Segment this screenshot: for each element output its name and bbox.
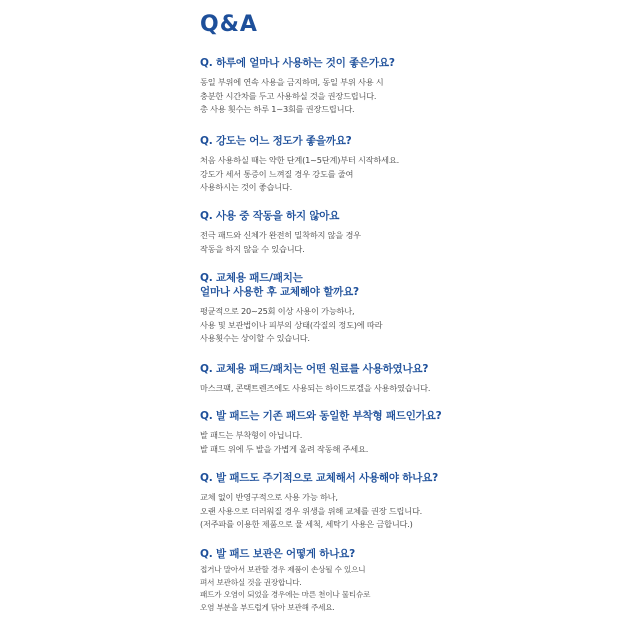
faq-answer-line: 오랜 사용으로 더러워질 경우 위생을 위해 교체를 권장 드립니다. [200, 505, 423, 516]
faq-question-line: 얼마나 사용한 후 교체해야 할까요? [200, 286, 359, 298]
faq-answer-line: 사용 및 보관법이나 피부의 상태(각질의 정도)에 따라 [200, 319, 383, 330]
faq-answer-line: 펴서 보관하실 것을 권장합니다. [200, 577, 302, 587]
faq-question-line: Q. 발 패드 보관은 어떻게 하나요? [200, 548, 355, 560]
faq-question [200, 209, 460, 223]
faq-answer-line: 작동을 하지 않을 수 있습니다. [200, 243, 305, 254]
faq-answer [200, 491, 460, 532]
faq-item [200, 271, 460, 346]
faq-question [200, 547, 460, 561]
faq-answer-line: 총 사용 횟수는 하루 1~3회를 권장드립니다. [200, 104, 355, 114]
faq-answer-line: 충분한 시간차를 두고 사용하실 것을 권장드립니다. [200, 90, 377, 101]
faq-answer-line: 강도가 세서 통증이 느껴질 경우 강도를 줄여 [200, 168, 354, 179]
faq-question [200, 471, 460, 485]
faq-answer-line: 처음 사용하실 때는 약한 단계(1~5단계)부터 시작하세요. [200, 155, 399, 165]
faq-answer-line: 접거나 말아서 보관할 경우 제품이 손상될 수 있으니 [200, 565, 366, 574]
faq-item [200, 56, 460, 117]
faq-question-line: Q. 하루에 얼마나 사용하는 것이 좋은가요? [200, 57, 395, 69]
faq-question [200, 362, 460, 376]
faq-item [200, 209, 460, 256]
faq-item [200, 134, 460, 195]
faq-item [200, 409, 460, 456]
faq-answer [200, 305, 460, 346]
page-title: Q&A [200, 12, 258, 37]
faq-answer-line: 오염 부분을 부드럽게 닦아 보관해 주세요. [200, 602, 335, 612]
faq-answer-line: 패드가 오염이 되었을 경우에는 마른 천이나 물티슈로 [200, 590, 371, 599]
faq-item [200, 362, 460, 396]
faq-item [200, 471, 460, 532]
faq-question [200, 56, 460, 70]
faq-answer-line: 사용하시는 것이 좋습니다. [200, 182, 293, 192]
faq-answer-line: 전극 패드와 신체가 완전히 밀착하지 않을 경우 [200, 230, 361, 240]
faq-question-line: Q. 발 패드도 주기적으로 교체해서 사용해야 하나요? [200, 472, 438, 484]
faq-answer [200, 229, 460, 256]
faq-question-line: Q. 교체용 패드/패치는 어떤 원료를 사용하였나요? [200, 363, 429, 375]
faq-answer-line: 발 패드 위에 두 발을 가볍게 올려 작동해 주세요. [200, 443, 369, 454]
faq-item [200, 547, 460, 614]
faq-answer [200, 76, 460, 117]
faq-question-line: Q. 강도는 어느 정도가 좋을까요? [200, 135, 352, 147]
faq-answer-line: 발 패드는 부착형이 아닙니다. [200, 430, 303, 440]
faq-question [200, 134, 460, 148]
faq-answer [200, 382, 460, 396]
faq-answer-line: 평균적으로 20~25회 이상 사용이 가능하나, [200, 306, 355, 316]
faq-answer [200, 154, 460, 195]
faq-answer [200, 429, 460, 456]
faq-question-line: Q. 발 패드는 기존 패드와 동일한 부착형 패드인가요? [200, 410, 442, 422]
faq-answer [200, 564, 460, 614]
faq-question-line: Q. 사용 중 작동을 하지 않아요 [200, 210, 340, 222]
faq-answer-line: 동일 부위에 연속 사용을 금지하며, 동일 부위 사용 시 [200, 77, 384, 87]
faq-question [200, 409, 460, 423]
faq-question [200, 271, 460, 299]
faq-question-line: Q. 교체용 패드/패치는 [200, 272, 303, 284]
faq-answer-line: 교체 없이 반영구적으로 사용 가능 하나, [200, 492, 338, 502]
faq-answer-line: 마스크팩, 콘택트렌즈에도 사용되는 하이드로겔을 사용하였습니다. [200, 383, 431, 393]
faq-answer-line: (저주파를 이용한 제품으로 물 세척, 세탁기 사용은 금합니다.) [200, 519, 413, 529]
faq-answer-line: 사용횟수는 상이할 수 있습니다. [200, 333, 310, 343]
